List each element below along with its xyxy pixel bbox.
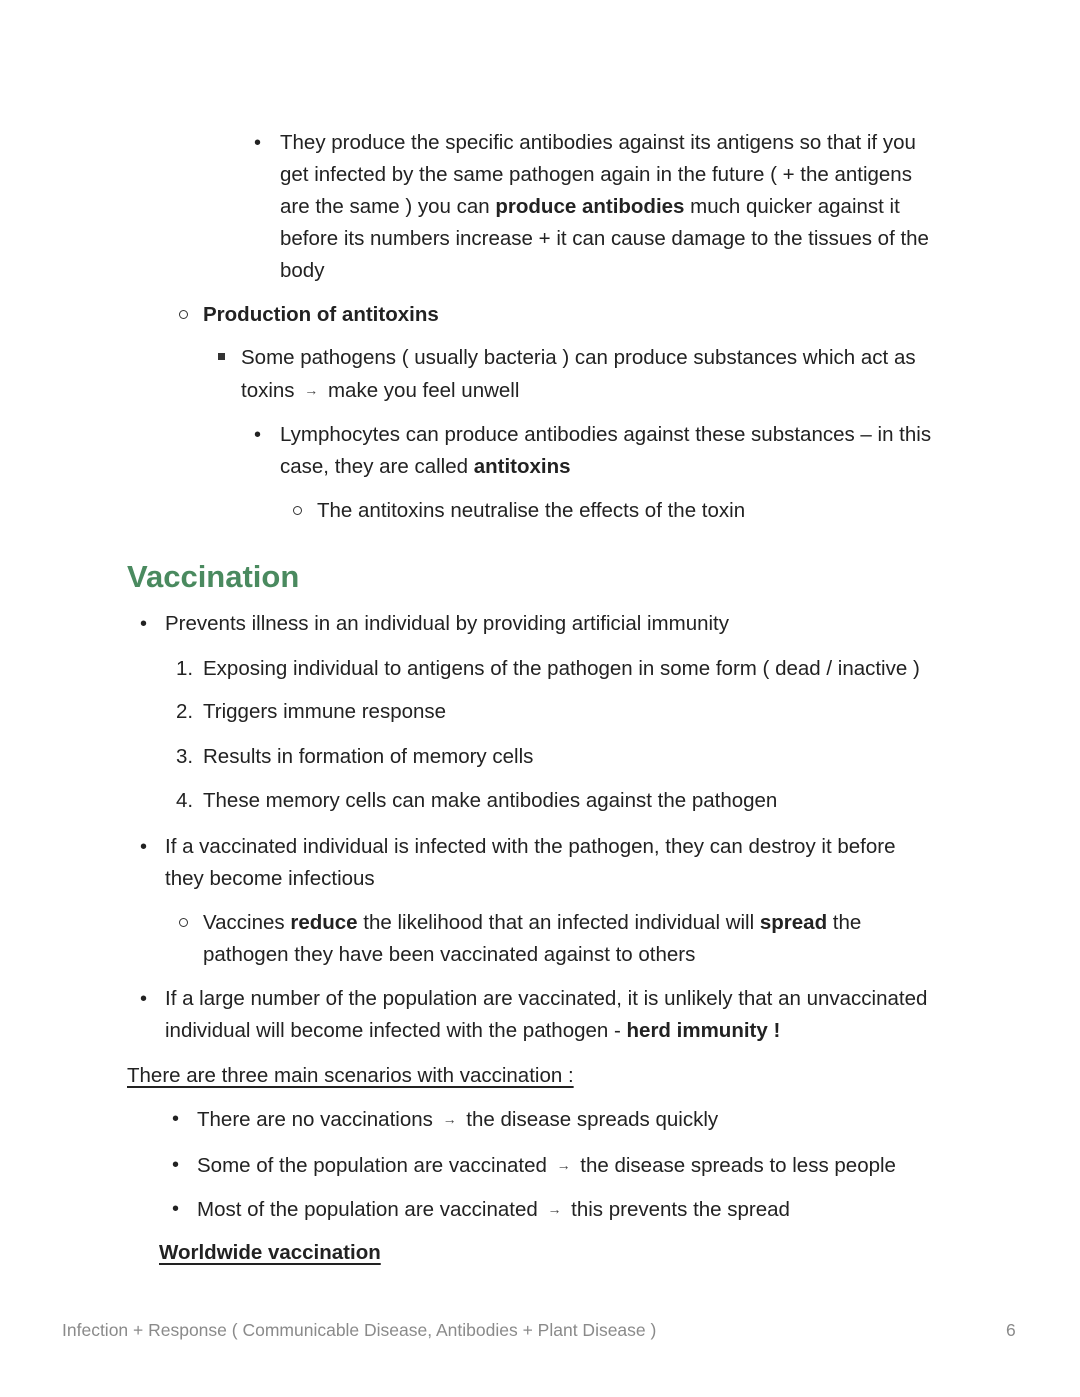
step-text: These memory cells can make antibodies against the pathogen [203, 789, 778, 812]
square-bullet-icon [218, 353, 225, 360]
section-title: Vaccination [127, 559, 300, 594]
circle-bullet-icon [179, 918, 188, 927]
arrow-icon: → [556, 1157, 571, 1173]
footer-title: Infection + Response ( Communicable Disease, Antibodies + Plant Disease ) [62, 1320, 657, 1340]
text-line: If a vaccinated individual is infected with the pathogen, they can destroy it before [165, 835, 896, 858]
worldwide-heading: Worldwide vaccination [159, 1241, 381, 1264]
arrow-icon: → [442, 1111, 457, 1127]
step-number: 3. [176, 745, 194, 768]
scenario-line: There are no vaccinations → the disease spreads quickly [197, 1108, 719, 1131]
text-line: If a large number of the population are vaccinated, it is unlikely that an unvaccinated [165, 987, 928, 1010]
text-line: they become infectious [165, 867, 375, 890]
step-number: 1. [176, 657, 194, 680]
step-number: 2. [176, 700, 194, 723]
bullet-dot [140, 608, 147, 640]
arrow-icon: → [547, 1201, 562, 1217]
step-text: Results in formation of memory cells [203, 745, 534, 768]
text-line: body [280, 259, 325, 282]
text-line: Prevents illness in an individual by providing artificial immunity [165, 612, 730, 635]
step-number: 4. [176, 789, 194, 812]
page-number: 6 [1006, 1320, 1016, 1340]
antitoxins-heading: Production of antitoxins [203, 303, 439, 326]
step-text: Exposing individual to antigens of the pathogen in some form ( dead / inactive ) [203, 657, 920, 680]
text-line: individual will become infected with the pathogen - herd immunity ! [165, 1019, 781, 1042]
text-line: Vaccines reduce the likelihood that an infected individual will spread the [203, 911, 862, 934]
text-line: The antitoxins neutralise the effects of the toxin [317, 499, 746, 522]
bullet-dot [172, 1103, 179, 1135]
bullet-dot [140, 831, 147, 863]
text-line: case, they are called antitoxins [280, 455, 571, 478]
bullet-dot [172, 1149, 179, 1181]
bullet-dot [172, 1193, 179, 1225]
text-line: before its numbers increase + it can cause damage to the tissues of the [280, 227, 929, 250]
scenario-line: Some of the population are vaccinated → the disease spreads to less people [197, 1154, 896, 1177]
text-line: They produce the specific antibodies against its antigens so that if you [280, 131, 916, 154]
text-line: Some pathogens ( usually bacteria ) can produce substances which act as [241, 346, 916, 369]
circle-bullet-icon [293, 506, 302, 515]
text-line: toxins → make you feel unwell [241, 379, 520, 402]
step-text: Triggers immune response [203, 700, 447, 723]
arrow-icon: → [304, 382, 319, 398]
text-line: Lymphocytes can produce antibodies against these substances – in this [280, 423, 932, 446]
bullet-dot [140, 983, 147, 1015]
text-line: pathogen they have been vaccinated against to others [203, 943, 696, 966]
text-line: are the same ) you can produce antibodies much quicker against it [280, 195, 900, 218]
scenario-line: Most of the population are vaccinated → this prevents the spread [197, 1198, 790, 1221]
circle-bullet-icon [179, 310, 188, 319]
bullet-dot [254, 127, 261, 159]
scenarios-heading: There are three main scenarios with vaccination : [127, 1064, 574, 1087]
bullet-dot [254, 419, 261, 451]
text-line: get infected by the same pathogen again in the future ( + the antigens [280, 163, 912, 186]
